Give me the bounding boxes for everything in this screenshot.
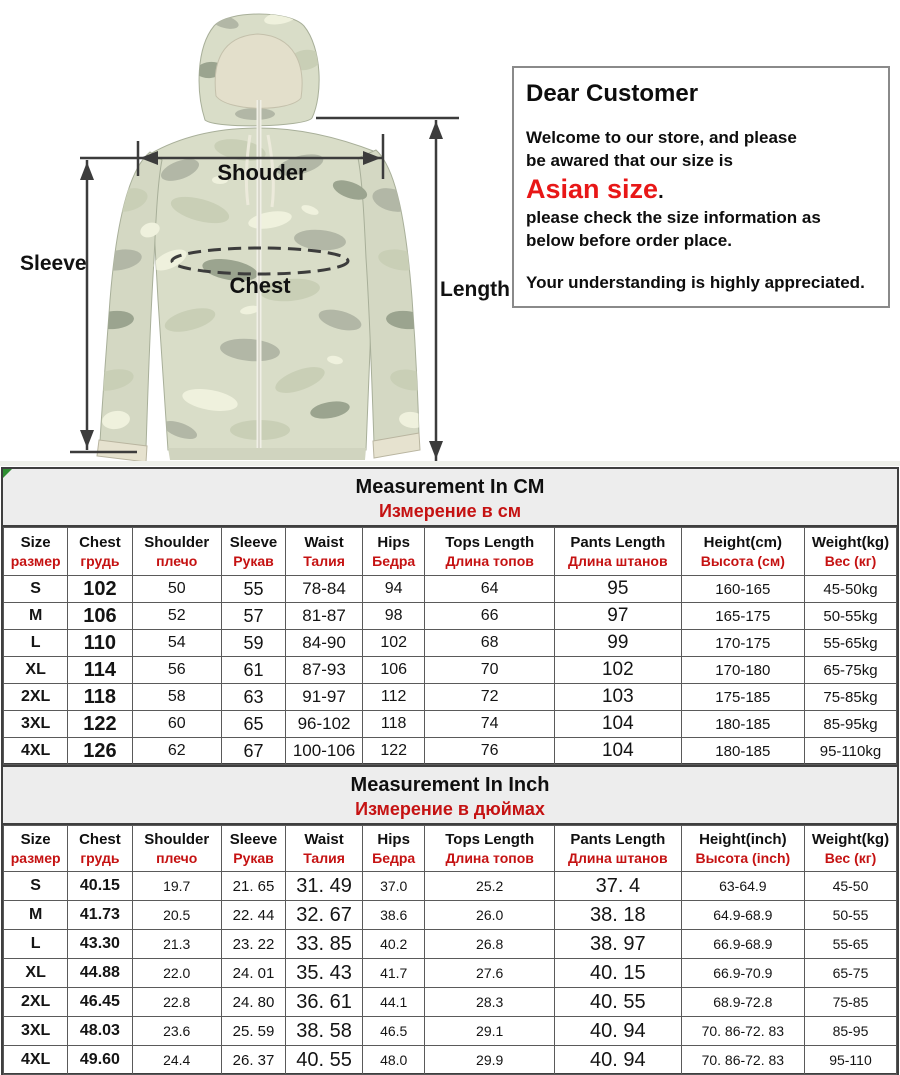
column-header-ru: Вес (кг) <box>824 552 877 569</box>
asian-size-text: Asian size <box>526 173 659 204</box>
table-cell: 94 <box>362 576 425 603</box>
table-cell: 64 <box>425 576 554 603</box>
table-cell: 26. 37 <box>221 1046 285 1075</box>
table-cell: 40.2 <box>362 930 425 959</box>
column-header-en: Size <box>20 831 51 849</box>
table-row <box>4 576 897 603</box>
inch-table-body <box>4 872 897 1075</box>
table-cell: 85-95kg <box>804 711 896 738</box>
table-cell: 84-90 <box>286 630 363 657</box>
table-cell: 4XL <box>4 738 68 765</box>
table-cell: 65-75 <box>804 959 896 988</box>
green-corner-marker <box>3 469 12 478</box>
jacket-illustration <box>0 0 520 466</box>
column-header <box>68 826 132 872</box>
table-cell: 55-65 <box>804 930 896 959</box>
table-cell: 104 <box>554 738 681 765</box>
table-cell: 22. 44 <box>221 901 285 930</box>
table-cell: 68.9-72.8 <box>681 988 804 1017</box>
table-cell: 55 <box>221 576 285 603</box>
column-header <box>132 826 221 872</box>
table-cell: 38.6 <box>362 901 425 930</box>
table-cell: 106 <box>68 603 132 630</box>
table-cell: 57 <box>221 603 285 630</box>
table-cell: 70. 86-72. 83 <box>681 1046 804 1075</box>
table-cell: 180-185 <box>681 711 804 738</box>
asian-size-callout <box>526 175 876 205</box>
table-cell: 25. 59 <box>221 1017 285 1046</box>
column-header-ru: Рукав <box>233 849 274 866</box>
table-cell: 19.7 <box>132 872 221 901</box>
table-cell: 56 <box>132 657 221 684</box>
column-header <box>4 528 68 576</box>
table-cell: 40. 55 <box>286 1046 363 1075</box>
table-cell: 95-110 <box>804 1046 896 1075</box>
table-cell: 44.1 <box>362 988 425 1017</box>
hem <box>168 448 366 460</box>
table-cell: 75-85 <box>804 988 896 1017</box>
table-cell: 63 <box>221 684 285 711</box>
table-cell: 4XL <box>4 1046 68 1075</box>
table-cell: 41.7 <box>362 959 425 988</box>
table-cell: 40. 55 <box>554 988 681 1017</box>
table-row <box>4 1017 897 1046</box>
table-cell: 46.5 <box>362 1017 425 1046</box>
table-cell: 170-180 <box>681 657 804 684</box>
table-cell: 45-50 <box>804 872 896 901</box>
table-cell: 40.15 <box>68 872 132 901</box>
table-cell: 112 <box>362 684 425 711</box>
column-header <box>362 826 425 872</box>
asian-size-period: . <box>658 180 664 203</box>
table-cell: 160-165 <box>681 576 804 603</box>
table-cell: 126 <box>68 738 132 765</box>
column-header-en: Sleeve <box>229 534 278 552</box>
notice-line: below before order place. <box>526 231 732 251</box>
table-cell: 21. 65 <box>221 872 285 901</box>
notice-line: Welcome to our store, and please <box>526 128 797 147</box>
column-header-en: Waist <box>304 831 344 849</box>
column-header <box>4 826 68 872</box>
table-cell: 38. 97 <box>554 930 681 959</box>
column-header-ru: грудь <box>80 849 120 866</box>
table-cell: 63-64.9 <box>681 872 804 901</box>
column-header-en: Waist <box>304 534 344 552</box>
customer-notice-box <box>512 66 890 308</box>
table-row <box>4 901 897 930</box>
column-header-en: Pants Length <box>570 831 666 849</box>
table-cell: 40. 15 <box>554 959 681 988</box>
column-header-en: Hips <box>377 534 410 552</box>
jacket-measure-section <box>0 0 900 467</box>
table-cell: 106 <box>362 657 425 684</box>
photo-bottom-edge <box>0 461 900 466</box>
table-cell: 59 <box>221 630 285 657</box>
table-row <box>4 988 897 1017</box>
column-header-en: Tops Length <box>445 534 535 552</box>
column-header-ru: Длина топов <box>445 849 534 866</box>
table-cell: 3XL <box>4 1017 68 1046</box>
inch-size-table <box>3 825 897 1075</box>
table-cell: 95 <box>554 576 681 603</box>
column-header <box>804 528 896 576</box>
table-cell: 70. 86-72. 83 <box>681 1017 804 1046</box>
column-header-en: Height(cm) <box>703 534 782 552</box>
table-cell: 46.45 <box>68 988 132 1017</box>
table-cell: 78-84 <box>286 576 363 603</box>
table-cell: 50-55kg <box>804 603 896 630</box>
table-cell: 55-65kg <box>804 630 896 657</box>
table-cell: 45-50kg <box>804 576 896 603</box>
column-header-ru: размер <box>10 849 61 866</box>
notice-line: be awared that our size is <box>526 151 733 171</box>
column-header-ru: Бедра <box>372 849 416 866</box>
column-header <box>286 528 363 576</box>
table-cell: 60 <box>132 711 221 738</box>
table-cell: M <box>4 901 68 930</box>
table-cell: 65-75kg <box>804 657 896 684</box>
column-header-en: Chest <box>79 534 121 552</box>
inch-table-title: Measurement In Inch <box>350 774 550 796</box>
table-cell: 87-93 <box>286 657 363 684</box>
table-row <box>4 872 897 901</box>
table-cell: 38. 58 <box>286 1017 363 1046</box>
column-header <box>681 826 804 872</box>
table-cell: 22.8 <box>132 988 221 1017</box>
column-header-ru: плечо <box>156 552 198 569</box>
column-header-ru: Талия <box>303 552 345 569</box>
column-header-en: Shoulder <box>144 831 210 849</box>
table-cell: 102 <box>554 657 681 684</box>
table-cell: 32. 67 <box>286 901 363 930</box>
table-cell: 72 <box>425 684 554 711</box>
column-header <box>554 528 681 576</box>
column-header-ru: размер <box>10 552 61 569</box>
column-header-ru: Длина штанов <box>568 849 668 866</box>
table-row <box>4 738 897 765</box>
table-cell: 50-55 <box>804 901 896 930</box>
table-cell: 29.1 <box>425 1017 554 1046</box>
column-header-ru: грудь <box>80 552 120 569</box>
table-cell: 81-87 <box>286 603 363 630</box>
column-header-ru: Длина топов <box>445 552 534 569</box>
column-header-ru: Рукав <box>233 552 274 569</box>
table-cell: 23. 22 <box>221 930 285 959</box>
table-cell: 52 <box>132 603 221 630</box>
column-header <box>221 528 285 576</box>
table-cell: 85-95 <box>804 1017 896 1046</box>
notice-thanks: Your understanding is highly appreciated. <box>526 272 865 292</box>
table-cell: 122 <box>362 738 425 765</box>
table-cell: 66.9-68.9 <box>681 930 804 959</box>
column-header-ru: Длина штанов <box>568 552 668 569</box>
column-header-en: Size <box>20 534 51 552</box>
table-cell: 21.3 <box>132 930 221 959</box>
cm-table-subtitle: Измерение в см <box>378 501 522 521</box>
table-row <box>4 1046 897 1075</box>
table-cell: 76 <box>425 738 554 765</box>
table-cell: 114 <box>68 657 132 684</box>
table-cell: 2XL <box>4 684 68 711</box>
table-cell: S <box>4 872 68 901</box>
table-cell: 48.03 <box>68 1017 132 1046</box>
table-row <box>4 657 897 684</box>
cm-table-header <box>4 528 897 576</box>
table-cell: 33. 85 <box>286 930 363 959</box>
cm-size-table-block <box>1 467 899 765</box>
table-cell: 41.73 <box>68 901 132 930</box>
table-cell: 26.0 <box>425 901 554 930</box>
table-cell: XL <box>4 657 68 684</box>
table-cell: 102 <box>68 576 132 603</box>
cm-table-body <box>4 576 897 765</box>
table-cell: 91-97 <box>286 684 363 711</box>
table-cell: 74 <box>425 711 554 738</box>
table-cell: 24. 01 <box>221 959 285 988</box>
notice-title: Dear Customer <box>526 80 699 107</box>
column-header <box>68 528 132 576</box>
table-cell: 28.3 <box>425 988 554 1017</box>
table-cell: 66.9-70.9 <box>681 959 804 988</box>
column-header <box>554 826 681 872</box>
table-row <box>4 959 897 988</box>
table-cell: 40. 94 <box>554 1046 681 1075</box>
table-cell: 75-85kg <box>804 684 896 711</box>
column-header-ru: Талия <box>303 849 345 866</box>
table-cell: 68 <box>425 630 554 657</box>
column-header-en: Pants Length <box>570 534 666 552</box>
header-row <box>4 826 897 872</box>
column-header-en: Chest <box>79 831 121 849</box>
table-cell: 49.60 <box>68 1046 132 1075</box>
table-cell: 50 <box>132 576 221 603</box>
column-header-en: Tops Length <box>445 831 535 849</box>
table-cell: 20.5 <box>132 901 221 930</box>
table-cell: 36. 61 <box>286 988 363 1017</box>
table-cell: 97 <box>554 603 681 630</box>
column-header-en: Weight(kg) <box>811 534 890 552</box>
table-cell: 3XL <box>4 711 68 738</box>
table-cell: L <box>4 630 68 657</box>
table-cell: 64.9-68.9 <box>681 901 804 930</box>
table-cell: M <box>4 603 68 630</box>
table-cell: 54 <box>132 630 221 657</box>
cm-table-title: Measurement In CM <box>355 476 545 498</box>
table-cell: 43.30 <box>68 930 132 959</box>
column-header-ru: плечо <box>156 849 198 866</box>
column-header-ru: Бедра <box>372 552 416 569</box>
table-cell: 122 <box>68 711 132 738</box>
table-cell: 26.8 <box>425 930 554 959</box>
table-cell: 40. 94 <box>554 1017 681 1046</box>
table-row <box>4 684 897 711</box>
table-cell: 37.0 <box>362 872 425 901</box>
column-header <box>425 528 554 576</box>
inch-size-table-block <box>1 765 899 1075</box>
chest-label: Chest <box>229 273 291 298</box>
column-header-en: Weight(kg) <box>811 831 890 849</box>
table-cell: 44.88 <box>68 959 132 988</box>
table-cell: 180-185 <box>681 738 804 765</box>
notice-line: please check the size information as <box>526 207 821 227</box>
table-cell: 98 <box>362 603 425 630</box>
table-cell: 95-110kg <box>804 738 896 765</box>
column-header <box>221 826 285 872</box>
table-cell: S <box>4 576 68 603</box>
column-header-ru: Высота (inch) <box>695 849 791 866</box>
table-cell: 38. 18 <box>554 901 681 930</box>
table-cell: 24. 80 <box>221 988 285 1017</box>
header-row <box>4 528 897 576</box>
table-row <box>4 603 897 630</box>
length-label: Length <box>440 278 510 301</box>
table-cell: 165-175 <box>681 603 804 630</box>
table-cell: 110 <box>68 630 132 657</box>
table-cell: L <box>4 930 68 959</box>
column-header-en: Height(inch) <box>699 831 787 849</box>
table-cell: 65 <box>221 711 285 738</box>
table-cell: 27.6 <box>425 959 554 988</box>
table-cell: 35. 43 <box>286 959 363 988</box>
table-cell: XL <box>4 959 68 988</box>
table-cell: 24.4 <box>132 1046 221 1075</box>
table-row <box>4 711 897 738</box>
table-cell: 37. 4 <box>554 872 681 901</box>
table-cell: 70 <box>425 657 554 684</box>
sleeve-label: Sleeve <box>20 252 87 275</box>
table-row <box>4 930 897 959</box>
column-header <box>681 528 804 576</box>
column-header-en: Hips <box>377 831 410 849</box>
column-header <box>804 826 896 872</box>
inch-table-subtitle: Измерение в дюймах <box>355 799 545 819</box>
table-cell: 175-185 <box>681 684 804 711</box>
column-header-en: Shoulder <box>144 534 210 552</box>
table-cell: 102 <box>362 630 425 657</box>
cm-table-title-band <box>3 469 897 527</box>
column-header <box>425 826 554 872</box>
cm-size-table <box>3 527 897 765</box>
table-cell: 22.0 <box>132 959 221 988</box>
table-cell: 29.9 <box>425 1046 554 1075</box>
table-cell: 61 <box>221 657 285 684</box>
table-cell: 118 <box>362 711 425 738</box>
table-cell: 67 <box>221 738 285 765</box>
table-cell: 48.0 <box>362 1046 425 1075</box>
table-cell: 104 <box>554 711 681 738</box>
column-header <box>286 826 363 872</box>
column-header-en: Sleeve <box>229 831 278 849</box>
table-cell: 58 <box>132 684 221 711</box>
table-cell: 66 <box>425 603 554 630</box>
table-cell: 25.2 <box>425 872 554 901</box>
column-header <box>132 528 221 576</box>
column-header-ru: Вес (кг) <box>824 849 877 866</box>
inch-table-title-band <box>3 767 897 825</box>
table-cell: 62 <box>132 738 221 765</box>
inch-table-header <box>4 826 897 872</box>
table-cell: 31. 49 <box>286 872 363 901</box>
table-cell: 103 <box>554 684 681 711</box>
table-cell: 2XL <box>4 988 68 1017</box>
table-cell: 118 <box>68 684 132 711</box>
table-cell: 99 <box>554 630 681 657</box>
table-cell: 170-175 <box>681 630 804 657</box>
column-header <box>362 528 425 576</box>
column-header-ru: Высота (см) <box>700 552 785 569</box>
table-cell: 23.6 <box>132 1017 221 1046</box>
table-cell: 100-106 <box>286 738 363 765</box>
table-row <box>4 630 897 657</box>
shoulder-label: Shouder <box>217 160 307 185</box>
table-cell: 96-102 <box>286 711 363 738</box>
